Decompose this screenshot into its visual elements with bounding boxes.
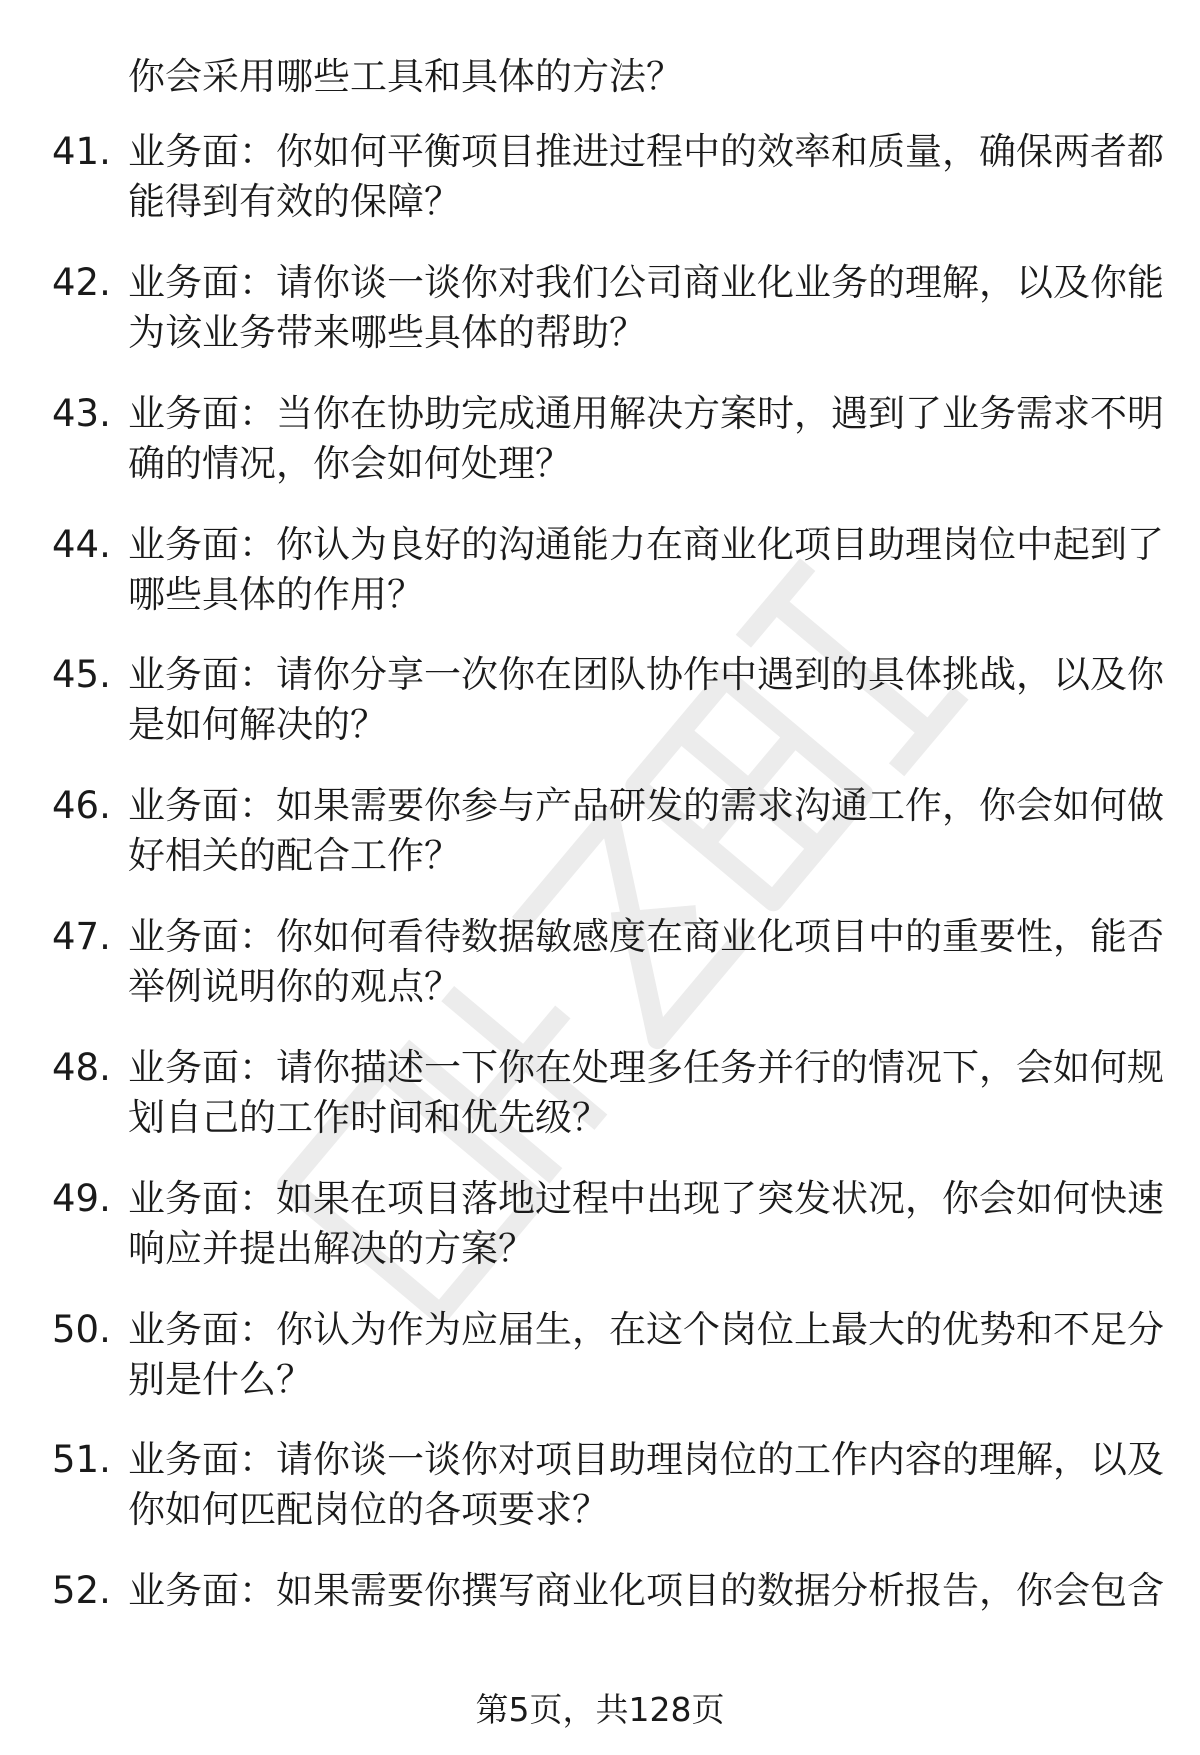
question-number: 52. bbox=[52, 1569, 111, 1612]
text-line bbox=[0, 697, 1200, 753]
question-text: 业务面：你如何平衡项目推进过程中的效率和质量，确保两者都 bbox=[128, 130, 1164, 173]
text-line bbox=[0, 436, 1200, 492]
question-text: 确的情况，你会如何处理？ bbox=[128, 442, 572, 485]
question-text: 业务面：请你谈一谈你对项目助理岗位的工作内容的理解，以及 bbox=[128, 1438, 1164, 1481]
question-number: 51. bbox=[52, 1438, 111, 1481]
question-text: 响应并提出解决的方案？ bbox=[128, 1227, 535, 1270]
text-line bbox=[0, 174, 1200, 230]
text-line bbox=[0, 1352, 1200, 1408]
text-line bbox=[0, 305, 1200, 361]
text-line bbox=[0, 517, 1200, 573]
page-footer: 第5页，共128页 bbox=[475, 1690, 725, 1729]
question-text: 你会采用哪些工具和具体的方法？ bbox=[128, 55, 683, 98]
question-number: 46. bbox=[52, 784, 111, 827]
text-line bbox=[0, 49, 1200, 105]
text-line bbox=[0, 1302, 1200, 1358]
question-text: 哪些具体的作用？ bbox=[128, 573, 424, 616]
question-text: 业务面：请你谈一谈你对我们公司商业化业务的理解，以及你能 bbox=[128, 261, 1164, 304]
question-text: 为该业务带来哪些具体的帮助？ bbox=[128, 311, 646, 354]
question-text: 业务面：当你在协助完成通用解决方案时，遇到了业务需求不明 bbox=[128, 392, 1164, 435]
question-number: 43. bbox=[52, 392, 111, 435]
question-number: 47. bbox=[52, 915, 111, 958]
question-text: 业务面：你认为良好的沟通能力在商业化项目助理岗位中起到了 bbox=[128, 523, 1164, 566]
question-text: 业务面：如果在项目落地过程中出现了突发状况，你会如何快速 bbox=[128, 1177, 1164, 1220]
question-text: 别是什么？ bbox=[128, 1358, 313, 1401]
text-line bbox=[0, 909, 1200, 965]
text-line bbox=[0, 255, 1200, 311]
question-number: 41. bbox=[52, 130, 111, 173]
text-line bbox=[0, 567, 1200, 623]
text-line bbox=[0, 1432, 1200, 1488]
question-text: 业务面：如果需要你参与产品研发的需求沟通工作，你会如何做 bbox=[128, 784, 1164, 827]
question-text: 举例说明你的观点？ bbox=[128, 965, 461, 1008]
question-text: 业务面：你如何看待数据敏感度在商业化项目中的重要性，能否 bbox=[128, 915, 1164, 958]
question-text: 业务面：如果需要你撰写商业化项目的数据分析报告，你会包含 bbox=[128, 1569, 1164, 1612]
question-number: 50. bbox=[52, 1308, 111, 1351]
question-text: 能得到有效的保障？ bbox=[128, 180, 461, 223]
question-text: 业务面：请你描述一下你在处理多任务并行的情况下，会如何规 bbox=[128, 1046, 1164, 1089]
question-text: 是如何解决的？ bbox=[128, 703, 387, 746]
question-number: 49. bbox=[52, 1177, 111, 1220]
text-line bbox=[0, 778, 1200, 834]
text-line bbox=[0, 386, 1200, 442]
text-line bbox=[0, 647, 1200, 703]
text-line bbox=[0, 959, 1200, 1015]
question-text: 业务面：你认为作为应届生，在这个岗位上最大的优势和不足分 bbox=[128, 1308, 1164, 1351]
text-line bbox=[0, 828, 1200, 884]
question-text: 划自己的工作时间和优先级？ bbox=[128, 1096, 609, 1139]
text-line bbox=[0, 1563, 1200, 1619]
question-number: 48. bbox=[52, 1046, 111, 1089]
question-text: 好相关的配合工作？ bbox=[128, 834, 461, 877]
question-text: 你如何匹配岗位的各项要求？ bbox=[128, 1488, 609, 1531]
text-line bbox=[0, 1090, 1200, 1146]
text-line bbox=[0, 1171, 1200, 1227]
question-number: 45. bbox=[52, 653, 111, 696]
question-text: 业务面：请你分享一次你在团队协作中遇到的具体挑战，以及你 bbox=[128, 653, 1164, 696]
text-line bbox=[0, 1221, 1200, 1277]
text-line bbox=[0, 1482, 1200, 1538]
question-number: 44. bbox=[52, 523, 111, 566]
text-line bbox=[0, 124, 1200, 180]
question-number: 42. bbox=[52, 261, 111, 304]
text-line bbox=[0, 1040, 1200, 1096]
